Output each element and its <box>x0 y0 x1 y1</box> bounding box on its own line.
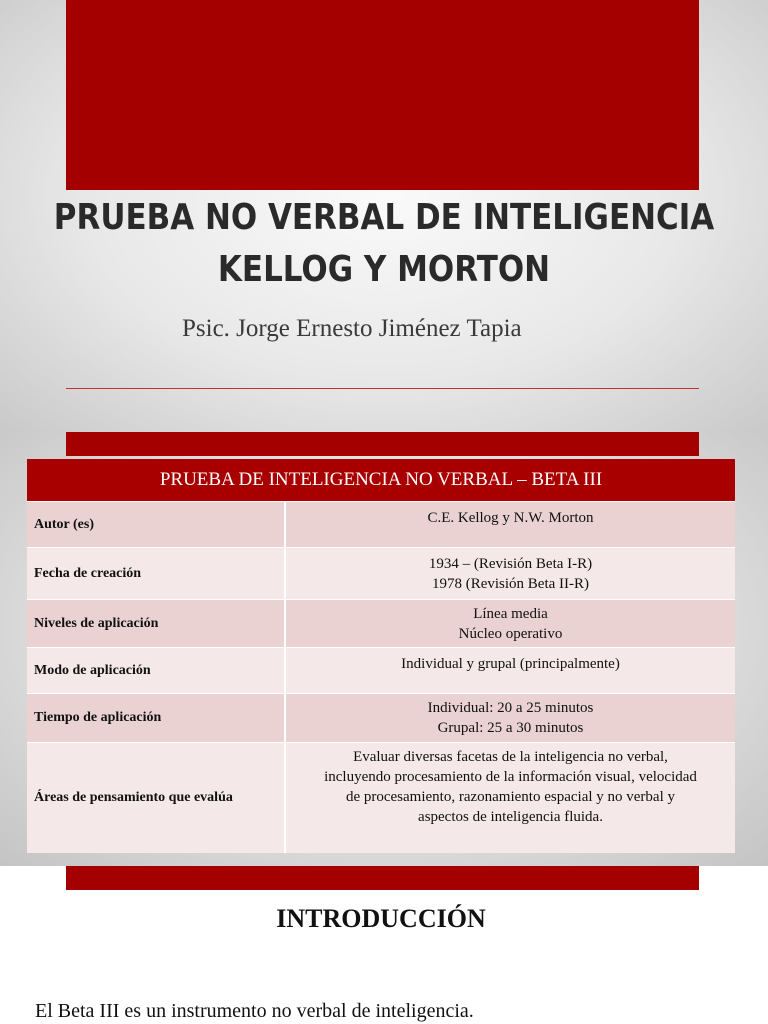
intro-paragraph: El Beta III es un instrumento no verbal de inteligencia. <box>35 1000 474 1022</box>
value-line: aspectos de inteligencia fluida. <box>418 809 603 825</box>
value-line: Grupal: 25 a 30 minutos <box>437 720 584 736</box>
table-row <box>27 742 735 853</box>
value-line: Individual y grupal (principalmente) <box>401 656 620 672</box>
value-line: de procesamiento, razonamiento espacial y no verbal y <box>345 789 676 805</box>
table-row <box>27 599 735 647</box>
row-value <box>286 648 735 693</box>
row-label: Niveles de aplicación <box>27 600 286 647</box>
title-line-1: PRUEBA NO VERBAL DE INTELIGENCIA <box>53 197 715 238</box>
table-row <box>27 547 735 599</box>
table-header: PRUEBA DE INTELIGENCIA NO VERBAL – BETA III <box>27 459 735 501</box>
value-line: C.E. Kellog y N.W. Morton <box>427 510 594 526</box>
row-label: Fecha de creación <box>27 548 286 599</box>
value-line: 1978 (Revisión Beta II-R) <box>431 576 590 592</box>
value-line: Individual: 20 a 25 minutos <box>427 700 594 716</box>
row-value <box>286 502 735 547</box>
row-value <box>286 694 735 742</box>
red-banner <box>66 0 699 190</box>
table-row <box>27 693 735 742</box>
table-row <box>27 647 735 693</box>
red-top-bar <box>66 432 699 456</box>
info-table <box>27 459 735 853</box>
red-top-bar <box>66 866 699 890</box>
divider-line <box>66 388 699 389</box>
row-label: Autor (es) <box>27 502 286 547</box>
row-label: Tiempo de aplicación <box>27 694 286 742</box>
value-line: 1934 – (Revisión Beta I-R) <box>428 556 593 572</box>
table-slide <box>0 432 768 866</box>
author-subtitle: Psic. Jorge Ernesto Jiménez Tapia <box>182 315 522 342</box>
row-value <box>286 743 735 853</box>
intro-slide <box>0 866 768 1024</box>
row-value <box>286 548 735 599</box>
row-label: Áreas de pensamiento que evalúa <box>27 743 286 853</box>
value-line: Núcleo operativo <box>458 626 563 642</box>
row-value <box>286 600 735 647</box>
value-line: Línea media <box>473 606 548 622</box>
value-line: Evaluar diversas facetas de la inteligencia no verbal, <box>353 749 668 765</box>
row-label: Modo de aplicación <box>27 648 286 693</box>
slide-title <box>54 192 714 296</box>
title-line-2: KELLOG Y MORTON <box>217 249 551 290</box>
table-row <box>27 501 735 547</box>
intro-heading: INTRODUCCIÓN <box>276 904 486 933</box>
title-slide <box>0 0 768 432</box>
value-line: incluyendo procesamiento de la información visual, velocidad <box>324 769 697 785</box>
